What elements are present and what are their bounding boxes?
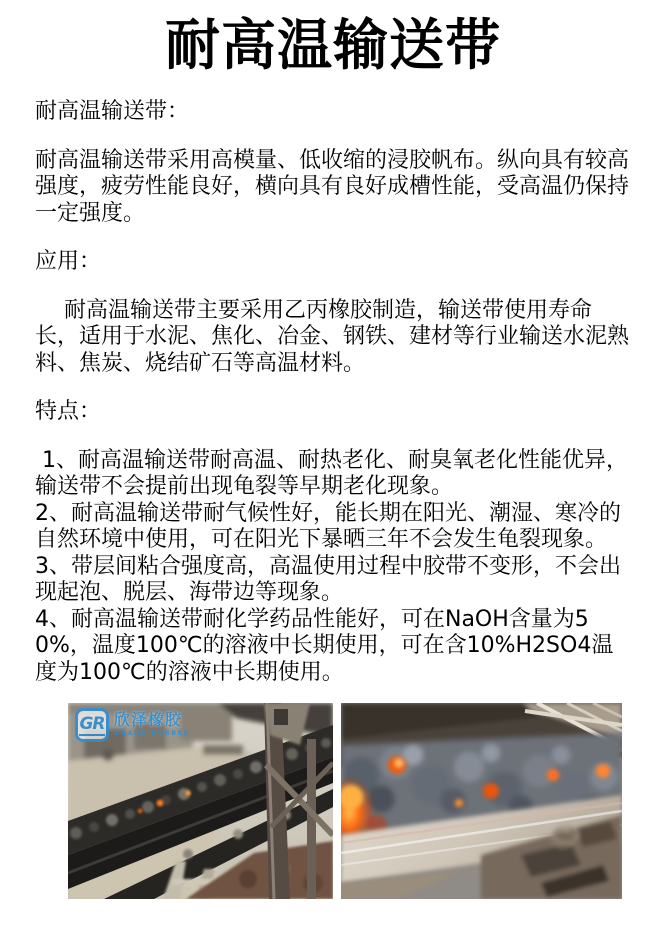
photo-conveyor-plant bbox=[68, 703, 333, 899]
logo-monogram: GR bbox=[79, 713, 105, 734]
brand-text bbox=[114, 708, 190, 737]
brand-watermark bbox=[75, 708, 190, 742]
article-body bbox=[35, 99, 631, 686]
features-heading: 特点： bbox=[35, 399, 102, 424]
photo-row bbox=[68, 703, 622, 899]
grand-rubber-logo-icon bbox=[75, 708, 109, 742]
intro-label: 耐高温输送带： bbox=[35, 99, 190, 124]
feature-item-2: 2、耐高温输送带耐气候性好，能长期在阳光、潮湿、寒冷的自然环境中使用，可在阳光下暴晒三年不会发生龟裂现象。 bbox=[35, 500, 621, 552]
feature-item-3: 3、带层间粘合强度高，高温使用过程中胶带不变形，不会出现起泡、脱层、海带边等现象。 bbox=[35, 553, 621, 605]
brand-name-en: GRAND RUBBER bbox=[114, 729, 191, 737]
application-paragraph: 耐高温输送带主要采用乙丙橡胶制造，输送带使用寿命长，适用于水泥、焦化、冶金、钢铁、建材等行业输送水泥熟料、焦炭、烧结矿石等高温材料。 bbox=[35, 297, 630, 376]
feature-item-4: 4、耐高温输送带耐化学药品性能好，可在NaOH含量为50%，温度100℃的溶液中长期使用，可在含10%H2SO4温度为100℃的溶液中长期使用。 bbox=[35, 606, 614, 685]
page-title: 耐高温输送带 bbox=[164, 13, 501, 77]
intro-paragraph: 耐高温输送带采用高模量、低收缩的浸胶帆布。纵向具有较高强度，疲劳性能良好，横向具有良好成槽性能，受高温仍保持一定强度。 bbox=[35, 147, 630, 226]
feature-item-1: 1、耐高温输送带耐高温、耐热老化、耐臭氧老化性能优异，输送带不会提前出现龟裂等早期老化现象。 bbox=[35, 447, 628, 499]
photo-hot-sinter-closeup bbox=[341, 703, 622, 899]
features-list bbox=[35, 448, 631, 687]
application-heading: 应用： bbox=[35, 249, 102, 274]
brand-name-cn: 欣泽橡胶 bbox=[114, 710, 183, 729]
hot-sinter-illustration bbox=[341, 703, 622, 899]
